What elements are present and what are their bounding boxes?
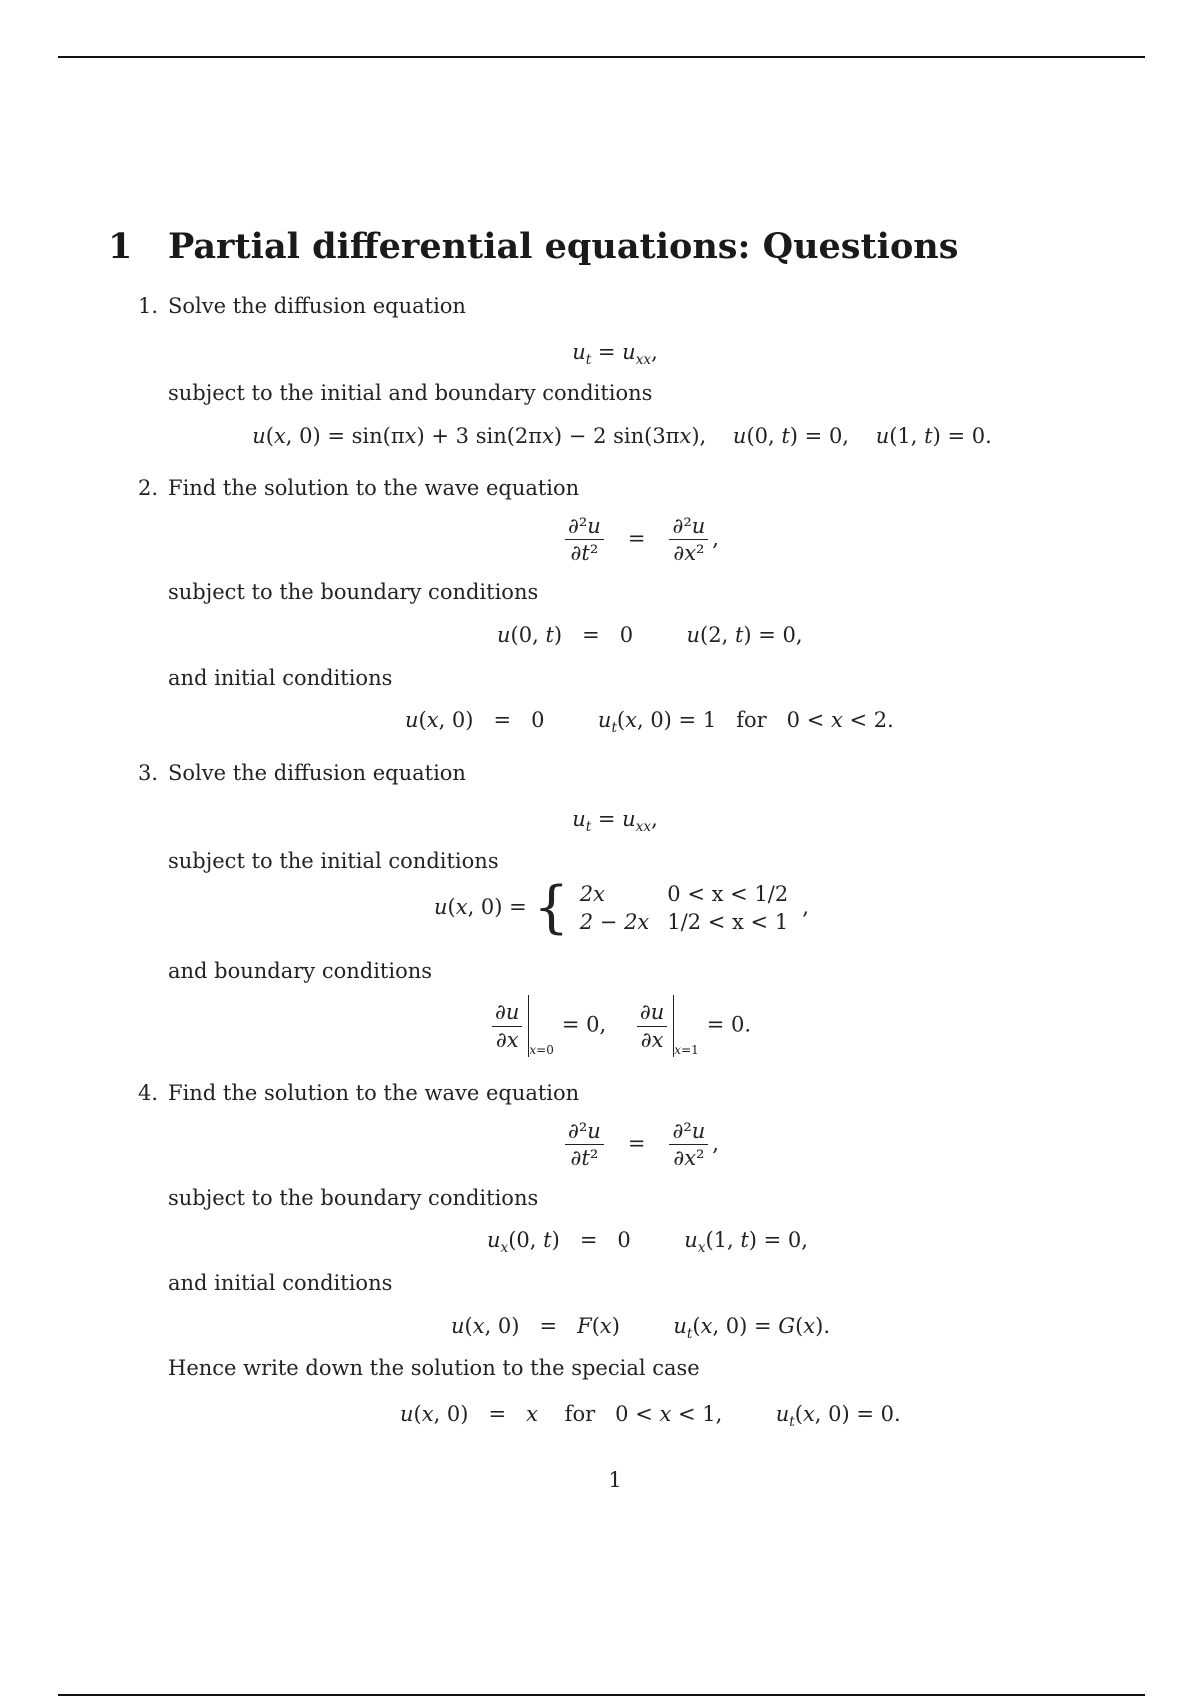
question-4-special-text: Hence write down the solution to the special case	[168, 1356, 700, 1380]
question-4-ic-text: and initial conditions	[168, 1271, 393, 1295]
question-2-bc-text: subject to the boundary conditions	[168, 580, 539, 604]
question-2-number: 2.	[137, 476, 158, 500]
question-3-bc-equation: $\frac{\partial u}{\partial x}$ x=0= 0, $\frac{\partial u}{\partial x}$ x=1= 0.	[488, 995, 751, 1057]
case-1-range: 0 < x < 1/2	[667, 882, 789, 906]
left-brace: {	[533, 875, 570, 941]
question-1-condition-text: subject to the initial and boundary conditions	[168, 381, 653, 405]
section-number: 1	[108, 226, 133, 267]
question-3-ic-text: subject to the initial conditions	[168, 849, 499, 873]
question-4-bc-equation: $u_x(0$, t) = 0 $u_x(1$, t) = 0,	[487, 1228, 808, 1257]
question-2-wave-equation: $\frac{\text{∂²u}}{\text{∂t²}}$ = $\frac{\text{∂²u}}{\text{∂x²}}$ ,	[561, 513, 719, 567]
section-title: Partial differential equations: Questions	[168, 226, 959, 267]
case-1-expr: 2x	[579, 882, 605, 906]
top-rule	[58, 56, 1145, 58]
question-2-intro: Find the solution to the wave equation	[168, 476, 580, 500]
question-1-condition-equation: u(x, 0) = sin(πx) + 3 sin(2πx) − 2 sin(3πx), u(0, t) = 0, u(1, t) = 0.	[252, 424, 992, 448]
piecewise-cases	[576, 880, 802, 937]
section-heading	[108, 226, 958, 267]
question-3-number: 3.	[137, 761, 158, 785]
question-3-piecewise-equation: u(x, 0) = { 2x 0 < x < 1/2 2 − 2x 1/2 < x < 1,	[434, 875, 809, 941]
question-4-number: 4.	[137, 1081, 158, 1105]
question-3-intro: Solve the diffusion equation	[168, 761, 466, 785]
case-2-expr: 2 − 2x	[579, 910, 650, 935]
question-4-special-equation: u(x, 0) = x for 0 < x < 1, $u_t(x$, 0) = 0.	[400, 1402, 901, 1431]
question-2-bc-equation: u(0, t) = 0 u(2, t) = 0,	[497, 623, 803, 647]
bottom-rule	[58, 1694, 1145, 1696]
question-1-intro: Solve the diffusion equation	[168, 294, 466, 318]
question-1-equation: $u_t = u_{xx}$,	[572, 340, 658, 369]
question-2-ic-equation: u(x, 0) = 0 $u_t(x$, 0) = 1 for 0 < x < 2.	[405, 708, 894, 737]
question-4-intro: Find the solution to the wave equation	[168, 1081, 580, 1105]
question-4-wave-equation: $\frac{\text{∂²u}}{\text{∂t²}}$ = $\frac{\text{∂²u}}{\text{∂x²}}$ ,	[561, 1118, 719, 1172]
question-3-bc-text: and boundary conditions	[168, 959, 433, 983]
case-2-range: 1/2 < x < 1	[667, 910, 789, 935]
question-4-ic-equation: u(x, 0) = F(x) $u_t(x$, 0) = G(x).	[451, 1314, 830, 1343]
page-number: 1	[608, 1468, 622, 1492]
question-4-bc-text: subject to the boundary conditions	[168, 1186, 539, 1210]
question-3-equation: $u_t = u_{xx}$,	[572, 807, 658, 836]
question-2-ic-text: and initial conditions	[168, 666, 393, 690]
question-1-number: 1.	[137, 294, 158, 318]
